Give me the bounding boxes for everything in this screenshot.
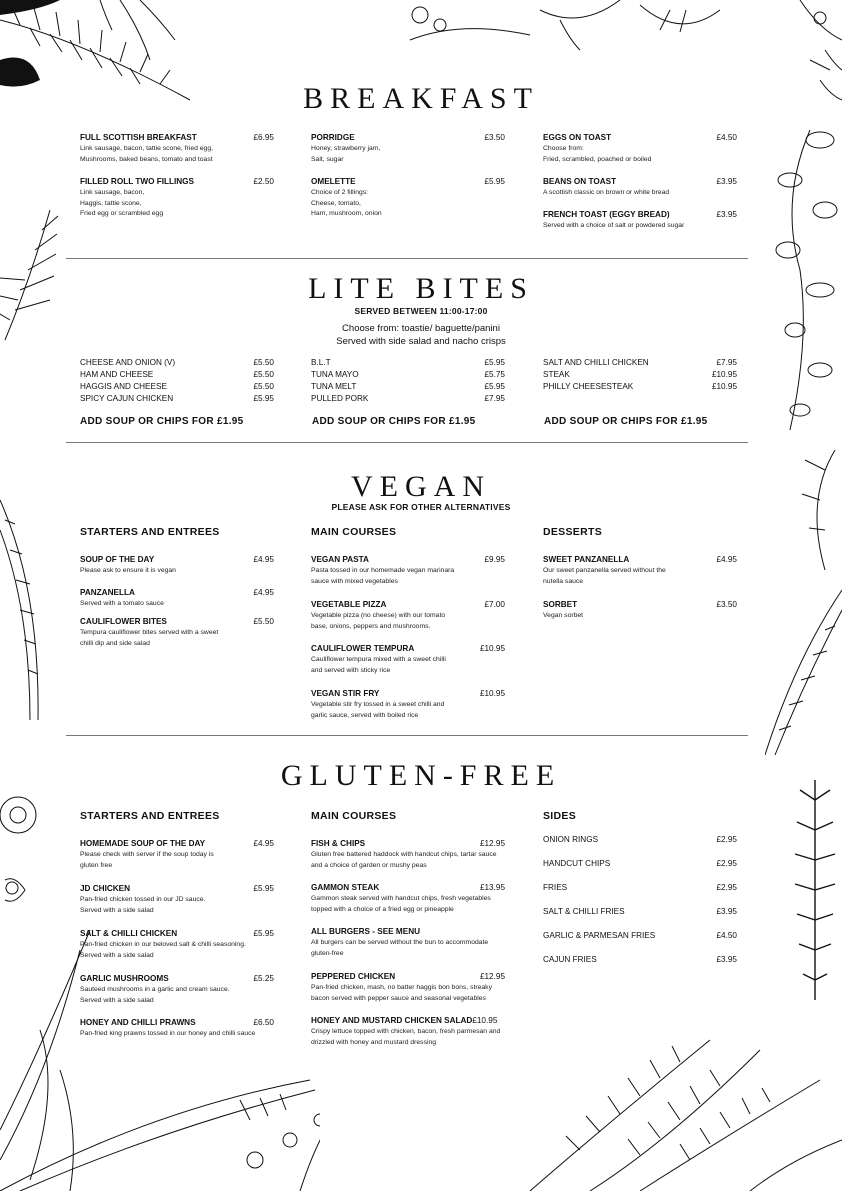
item-name: SALT & CHILLI FRIES — [543, 907, 625, 916]
item-description: Choose from: Fried, scrambled, poached or boiled — [543, 145, 652, 163]
item-price: £5.95 — [484, 177, 505, 186]
item-description: Cauliflower tempura mixed with a sweet chilli and served with sticky rice — [311, 656, 446, 674]
menu-item — [543, 955, 737, 979]
item-price: £3.95 — [716, 955, 737, 964]
menu-item — [543, 177, 737, 210]
item-name: ONION RINGS — [543, 835, 599, 844]
item-name: STEAK — [543, 370, 570, 379]
column-heading: STARTERS AND ENTREES — [80, 526, 220, 538]
menu-item — [543, 357, 737, 369]
column-heading: STARTERS AND ENTREES — [80, 810, 220, 822]
item-name: HONEY AND MUSTARD CHICKEN SALAD£10.95 — [311, 1016, 498, 1025]
item-price: £5.50 — [253, 358, 274, 367]
add-soup-chips-note: ADD SOUP OR CHIPS FOR £1.95 — [80, 416, 244, 427]
item-name: PANZANELLA — [80, 588, 135, 597]
column-heading: MAIN COURSES — [311, 526, 397, 538]
item-name: SALT AND CHILLI CHICKEN — [543, 358, 649, 367]
item-price: £5.25 — [253, 974, 274, 983]
section-divider — [66, 442, 748, 443]
menu-item — [543, 369, 737, 381]
item-price: £7.00 — [484, 600, 505, 609]
menu-item — [80, 974, 274, 1018]
menu-item — [311, 555, 505, 600]
item-description: Pan-fried king prawns tossed in our honey and chilli sauce — [80, 1030, 256, 1037]
menu-item — [80, 393, 274, 405]
menu-item — [80, 884, 274, 929]
menu-item — [311, 393, 505, 405]
item-name: TUNA MELT — [311, 382, 357, 391]
menu-item — [80, 177, 274, 220]
vegan-mains-column — [311, 526, 505, 721]
right-lower-seaweed-illustration — [790, 770, 842, 1010]
item-name: PULLED PORK — [311, 394, 369, 403]
item-price: £10.95 — [711, 370, 737, 379]
item-name: SWEET PANZANELLA — [543, 555, 630, 564]
menu-item — [311, 972, 505, 1016]
item-price: £12.95 — [479, 839, 505, 848]
item-name: HAGGIS AND CHEESE — [80, 382, 167, 391]
section-divider — [66, 258, 748, 259]
column-heading: DESSERTS — [543, 526, 602, 538]
item-description: Served with a tomato sauce — [80, 600, 164, 607]
vegan-subtitle: PLEASE ASK FOR OTHER ALTERNATIVES — [331, 502, 511, 512]
bottom-right-fern-illustration — [520, 1020, 842, 1191]
item-price: £4.95 — [716, 555, 737, 564]
menu-item — [311, 689, 505, 721]
menu-item — [311, 883, 505, 927]
menu-item — [543, 907, 737, 931]
menu-item — [543, 381, 737, 393]
menu-item — [80, 133, 274, 177]
menu-item — [80, 929, 274, 974]
item-price: £7.95 — [716, 358, 737, 367]
menu-item — [80, 369, 274, 381]
item-price: £4.95 — [253, 839, 274, 848]
item-name: VEGETABLE PIZZA — [311, 600, 387, 609]
item-name: ALL BURGERS - SEE MENU — [311, 927, 421, 936]
lite-bites-served-note: Served with side salad and nacho crisps — [336, 336, 506, 347]
menu-item — [543, 835, 737, 859]
item-name: FILLED ROLL TWO FILLINGS — [80, 177, 195, 186]
menu-item — [311, 133, 505, 177]
menu-item — [80, 839, 274, 884]
menu-item — [543, 883, 737, 907]
item-description: Sauteed mushrooms in a garlic and cream sauce. Served with a side salad — [80, 986, 230, 1004]
item-price: £3.95 — [716, 907, 737, 916]
item-name: GARLIC MUSHROOMS — [80, 974, 169, 983]
breakfast-title: BREAKFAST — [303, 82, 539, 115]
item-name: FRENCH TOAST (EGGY BREAD) — [543, 210, 670, 219]
item-name: HANDCUT CHIPS — [543, 859, 611, 868]
breakfast-column-3 — [543, 133, 737, 232]
item-name: CAULIFLOWER TEMPURA — [311, 644, 415, 653]
item-price: £6.50 — [253, 1018, 274, 1027]
item-name: FISH & CHIPS — [311, 839, 366, 848]
item-name: EGGS ON TOAST — [543, 133, 612, 142]
item-description: Honey, strawberry jam, Salt, sugar — [311, 145, 381, 163]
item-price: £5.95 — [484, 358, 505, 367]
item-name: SOUP OF THE DAY — [80, 555, 155, 564]
item-description: Pan-fried chicken in our beloved salt & chilli seasoning. Served with a side salad — [80, 941, 246, 959]
menu-item — [543, 210, 737, 232]
item-name: JD CHICKEN — [80, 884, 131, 893]
item-name: HONEY AND CHILLI PRAWNS — [80, 1018, 196, 1027]
column-heading: SIDES — [543, 810, 577, 822]
item-name: FULL SCOTTISH BREAKFAST — [80, 133, 197, 142]
breakfast-column-2 — [311, 133, 505, 220]
item-price: £5.95 — [484, 382, 505, 391]
item-price: £2.95 — [716, 859, 737, 868]
menu-item — [80, 381, 274, 393]
item-description: Tempura cauliflower bites served with a sweet chilli dip and side salad — [80, 629, 219, 647]
item-name: SORBET — [543, 600, 578, 609]
item-price: £3.95 — [716, 177, 737, 186]
item-description: Pan-fried chicken, mash, no batter haggis bon bons, streaky bacon served with pepper sauce and seasonal vegetables — [311, 984, 492, 1002]
item-name: VEGAN PASTA — [311, 555, 369, 564]
item-description: All burgers can be served without the bun to accommodate gluten-free — [311, 939, 489, 957]
lite-bites-title: LITE BITES — [308, 272, 534, 305]
breakfast-column-1 — [80, 133, 274, 220]
item-description: Please check with server if the soup today is gluten free — [80, 851, 214, 869]
lite-bites-column-1 — [80, 357, 274, 405]
item-price: £4.95 — [253, 555, 274, 564]
item-price: £5.50 — [253, 382, 274, 391]
menu-item — [311, 177, 505, 220]
add-soup-chips-note: ADD SOUP OR CHIPS FOR £1.95 — [544, 416, 708, 427]
item-price: £10.95 — [479, 689, 505, 698]
item-name: PEPPERED CHICKEN — [311, 972, 396, 981]
item-price: £6.95 — [253, 133, 274, 142]
item-description: Vegetable pizza (no cheese) with our tomato base, onions, peppers and mushrooms. — [311, 612, 446, 630]
item-name: B.L.T — [311, 358, 331, 367]
gluten-free-mains-column — [311, 810, 505, 1048]
item-price: £10.95 — [479, 644, 505, 653]
item-name: TUNA MAYO — [311, 370, 359, 379]
left-lower-flower-illustration — [0, 780, 60, 920]
item-price: £5.75 — [484, 370, 505, 379]
item-price: £3.95 — [716, 210, 737, 219]
item-description: Our sweet panzanella served without the nutella sauce — [543, 567, 666, 585]
menu-item — [311, 1016, 505, 1048]
left-middle-leaf-illustration — [0, 490, 50, 730]
lite-bites-column-2 — [311, 357, 505, 405]
vegan-title: VEGAN — [351, 470, 491, 503]
gluten-free-title: GLUTEN-FREE — [280, 759, 562, 792]
lite-bites-served-time: SERVED BETWEEN 11:00-17:00 — [354, 306, 488, 316]
item-description: Pan-fried chicken tossed in our JD sauce. Served with a side salad — [80, 896, 206, 914]
item-description: Crispy lettuce topped with chicken, bacon, fresh parmesan and drizzled with honey and mustard dressing — [311, 1028, 501, 1046]
add-soup-chips-note: ADD SOUP OR CHIPS FOR £1.95 — [312, 416, 476, 427]
vegan-desserts-column — [543, 526, 737, 622]
menu-item — [80, 555, 274, 588]
menu-item — [80, 617, 274, 649]
item-description: Served with a choice of salt or powdered sugar — [543, 222, 685, 229]
gluten-free-starters-column — [80, 810, 274, 1040]
menu-item — [543, 859, 737, 883]
item-price: £10.95 — [472, 1016, 498, 1025]
item-description: Please ask to ensure it is vegan — [80, 567, 176, 574]
item-price: £4.50 — [716, 931, 737, 940]
item-description: Gammon steak served with handcut chips, fresh vegetables topped with a choice of a fried egg or pineapple — [311, 895, 491, 913]
top-right-fern-illustration — [380, 0, 842, 80]
item-name: HAM AND CHEESE — [80, 370, 154, 379]
item-price: £3.50 — [484, 133, 505, 142]
gluten-free-sides-column — [543, 810, 737, 979]
vegan-starters-column — [80, 526, 274, 649]
menu-item — [543, 931, 737, 955]
item-price: £13.95 — [479, 883, 505, 892]
item-price: £5.95 — [253, 884, 274, 893]
item-price: £3.50 — [716, 600, 737, 609]
item-price: £9.95 — [484, 555, 505, 564]
menu-item — [311, 369, 505, 381]
menu-item — [80, 1018, 274, 1040]
item-name: BEANS ON TOAST — [543, 177, 617, 186]
item-price: £5.50 — [253, 617, 274, 626]
menu-item — [543, 133, 737, 177]
item-name: HOMEMADE SOUP OF THE DAY — [80, 839, 206, 848]
item-description: Pasta tossed in our homemade vegan marinara sauce with mixed vegetables — [311, 567, 455, 585]
menu-item — [311, 381, 505, 393]
item-name: OMELETTE — [311, 177, 356, 186]
menu-item — [311, 600, 505, 644]
item-name: PORRIDGE — [311, 133, 355, 142]
item-name: CHEESE AND ONION (V) — [80, 358, 176, 367]
item-price: £2.50 — [253, 177, 274, 186]
menu-item — [311, 839, 505, 883]
item-price: £7.95 — [484, 394, 505, 403]
item-description: Vegan sorbet — [543, 612, 584, 619]
item-description: Link sausage, bacon, tattie scone, fried egg, Mushrooms, baked beans, tomato and toast — [80, 145, 214, 163]
menu-item — [80, 357, 274, 369]
item-description: Vegetable stir fry tossed in a sweet chilli and garlic sauce, served with boiled rice — [311, 701, 445, 719]
item-price: £2.95 — [716, 835, 737, 844]
item-price: £4.95 — [253, 588, 274, 597]
item-description: A scottish classic on brown or white bread — [543, 189, 670, 196]
item-name: VEGAN STIR FRY — [311, 689, 380, 698]
lite-bites-column-3 — [543, 357, 737, 393]
item-name: CAJUN FRIES — [543, 955, 597, 964]
item-description: Gluten free battered haddock with handcut chips, tartar sauce and a choice of garden or mushy peas — [311, 851, 497, 869]
item-price: £2.95 — [716, 883, 737, 892]
menu-item — [543, 600, 737, 622]
item-name: GAMMON STEAK — [311, 883, 380, 892]
item-price: £5.95 — [253, 394, 274, 403]
menu-item — [311, 927, 505, 972]
item-name: SPICY CAJUN CHICKEN — [80, 394, 174, 403]
item-name: PHILLY CHEESESTEAK — [543, 382, 634, 391]
item-price: £4.50 — [716, 133, 737, 142]
menu-item — [80, 588, 274, 617]
item-price: £10.95 — [711, 382, 737, 391]
section-divider — [66, 735, 748, 736]
item-price: £5.95 — [253, 929, 274, 938]
column-heading: MAIN COURSES — [311, 810, 397, 822]
item-description: Choice of 2 fillings: Cheese, tomato, Ham, mushroom, onion — [311, 189, 382, 217]
item-name: SALT & CHILLI CHICKEN — [80, 929, 178, 938]
menu-item — [311, 644, 505, 689]
item-price: £12.95 — [479, 972, 505, 981]
item-description: Link sausage, bacon, Haggis, tattie scone, Fried egg or scrambled egg — [80, 189, 164, 217]
menu-item — [311, 357, 505, 369]
item-name: CAULIFLOWER BITES — [80, 617, 167, 626]
item-price: £5.50 — [253, 370, 274, 379]
item-name: GARLIC & PARMESAN FRIES — [543, 931, 656, 940]
menu-item — [543, 555, 737, 600]
lite-bites-choice-note: Choose from: toastie/ baguette/panini — [342, 323, 500, 334]
item-name: FRIES — [543, 883, 568, 892]
